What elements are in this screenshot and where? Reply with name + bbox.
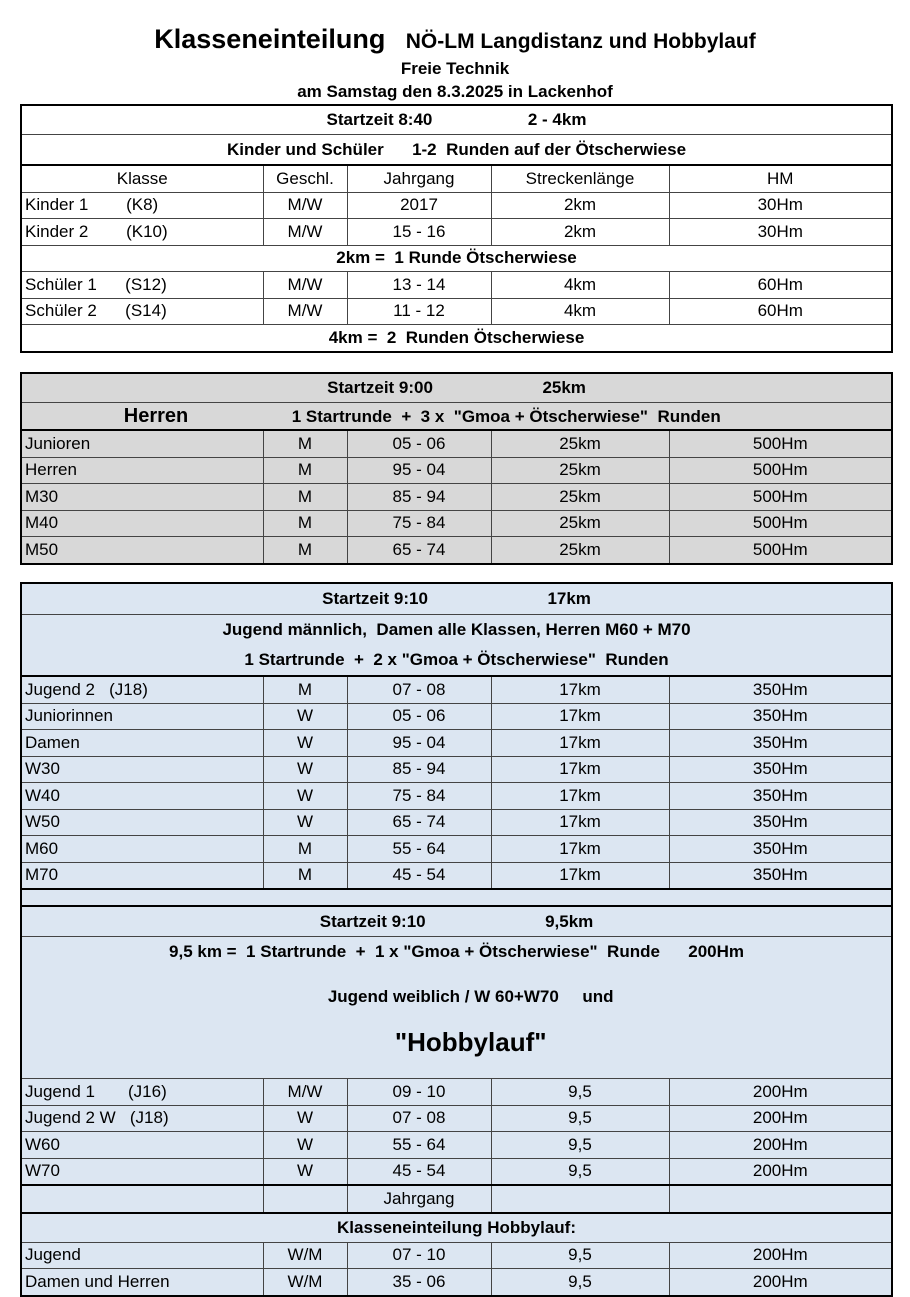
table-row bbox=[21, 1079, 892, 1106]
cell-hm: 350Hm bbox=[669, 703, 892, 730]
table-row bbox=[21, 836, 892, 863]
block1-note-b: 4km = 2 Runden Ötscherwiese bbox=[21, 325, 892, 352]
cell-hm: 200Hm bbox=[669, 1158, 892, 1185]
cell-strecke: 25km bbox=[491, 537, 669, 564]
cell-geschl: M bbox=[263, 836, 347, 863]
cell-hm: 350Hm bbox=[669, 862, 892, 889]
cell-strecke: 2km bbox=[491, 192, 669, 219]
cell-hm: 350Hm bbox=[669, 756, 892, 783]
cell-klasse: Schüler 2 (S14) bbox=[21, 298, 263, 325]
cell-geschl: W bbox=[263, 1158, 347, 1185]
cell-klasse: Herren bbox=[21, 457, 263, 484]
block1-info-row bbox=[21, 135, 892, 166]
cell-strecke: 9,5 bbox=[491, 1269, 669, 1296]
cell-strecke: 9,5 bbox=[491, 1105, 669, 1132]
block-herren-25km bbox=[20, 372, 893, 565]
cell-jahrgang: 09 - 10 bbox=[347, 1079, 491, 1106]
block4-startzeit: Startzeit 9:10 bbox=[319, 911, 426, 931]
cell-hm: 60Hm bbox=[669, 298, 892, 325]
cell-jahrgang: 55 - 64 bbox=[347, 1132, 491, 1159]
cell-jahrgang: 95 - 04 bbox=[347, 730, 491, 757]
cell-geschl: M bbox=[263, 484, 347, 511]
col-header-streckenlaenge: Streckenlänge bbox=[491, 165, 669, 192]
cell-strecke: 17km bbox=[491, 730, 669, 757]
document-subtitle: NÖ-LM Langdistanz und Hobbylauf bbox=[405, 30, 756, 53]
cell-strecke: 4km bbox=[491, 298, 669, 325]
cell-strecke: 25km bbox=[491, 510, 669, 537]
cell-strecke: 17km bbox=[491, 703, 669, 730]
cell-klasse: Jugend 1 (J16) bbox=[21, 1079, 263, 1106]
column-header-row bbox=[21, 165, 892, 192]
cell-klasse: Jugend 2 W (J18) bbox=[21, 1105, 263, 1132]
cell-hm: 500Hm bbox=[669, 510, 892, 537]
cell-jahrgang: 85 - 94 bbox=[347, 756, 491, 783]
cell-klasse: Jugend bbox=[21, 1242, 263, 1269]
cell-strecke: 2km bbox=[491, 219, 669, 246]
col-header-klasse: Klasse bbox=[21, 165, 263, 192]
block2-group: Herren bbox=[123, 404, 189, 427]
table-row bbox=[21, 298, 892, 325]
table-row bbox=[21, 219, 892, 246]
cell-geschl: M bbox=[263, 457, 347, 484]
block-kinder-schueler bbox=[20, 104, 893, 353]
cell-hm: 200Hm bbox=[669, 1105, 892, 1132]
cell-strecke: 17km bbox=[491, 783, 669, 810]
cell-klasse: Damen bbox=[21, 730, 263, 757]
cell-geschl: W bbox=[263, 756, 347, 783]
table-row bbox=[21, 756, 892, 783]
block2-title-row bbox=[21, 373, 892, 403]
table-row bbox=[21, 703, 892, 730]
cell-hm: 350Hm bbox=[669, 730, 892, 757]
block1-info: Kinder und Schüler 1-2 Runden auf der Ötscherwiese bbox=[21, 135, 892, 166]
table-row bbox=[21, 1269, 892, 1296]
cell-hm: 500Hm bbox=[669, 484, 892, 511]
block4-info1: 9,5 km = 1 Startrunde + 1 x "Gmoa + Ötscherwiese" Runde 200Hm bbox=[21, 937, 892, 968]
block3-info2: 1 Startrunde + 2 x "Gmoa + Ötscherwiese" Runden bbox=[21, 645, 892, 676]
cell-jahrgang: 07 - 10 bbox=[347, 1242, 491, 1269]
table-row bbox=[21, 484, 892, 511]
block4-info2-row bbox=[21, 967, 892, 1079]
cell-klasse: M50 bbox=[21, 537, 263, 564]
cell-hm: 200Hm bbox=[669, 1132, 892, 1159]
cell-jahrgang: 07 - 08 bbox=[347, 1105, 491, 1132]
cell-jahrgang: 65 - 74 bbox=[347, 809, 491, 836]
block3-startzeit: Startzeit 9:10 bbox=[322, 589, 428, 608]
table-row bbox=[21, 510, 892, 537]
cell-strecke: 9,5 bbox=[491, 1242, 669, 1269]
cell-hm: 350Hm bbox=[669, 676, 892, 703]
table-row bbox=[21, 676, 892, 703]
block3-title-row bbox=[21, 583, 892, 615]
block1-note-b-row bbox=[21, 325, 892, 352]
cell-jahrgang: 65 - 74 bbox=[347, 537, 491, 564]
cell-hm: 500Hm bbox=[669, 430, 892, 457]
cell-hm: 350Hm bbox=[669, 783, 892, 810]
cell-geschl: M/W bbox=[263, 298, 347, 325]
block3-info1-row bbox=[21, 615, 892, 646]
block2-startzeit: Startzeit 9:00 bbox=[327, 378, 433, 397]
title-line bbox=[0, 24, 910, 55]
cell-klasse: Junioren bbox=[21, 430, 263, 457]
block4-info2: Jugend weiblich / W 60+W70 und bbox=[327, 987, 614, 1006]
cell-strecke: 17km bbox=[491, 756, 669, 783]
cell-strecke: 17km bbox=[491, 809, 669, 836]
cell-jahrgang: 75 - 84 bbox=[347, 510, 491, 537]
block3-distanz: 17km bbox=[547, 589, 591, 608]
cell-hm: 60Hm bbox=[669, 272, 892, 299]
block2-info: 1 Startrunde + 3 x "Gmoa + Ötscherwiese" Runden bbox=[291, 406, 721, 426]
table-row bbox=[21, 272, 892, 299]
block3-info2-row bbox=[21, 645, 892, 676]
table-row bbox=[21, 430, 892, 457]
block1-distanz: 2 - 4km bbox=[527, 110, 587, 129]
cell-strecke: 9,5 bbox=[491, 1158, 669, 1185]
cell-geschl: W bbox=[263, 783, 347, 810]
cell-jahrgang: 13 - 14 bbox=[347, 272, 491, 299]
cell-geschl: M bbox=[263, 430, 347, 457]
technique-line: Freie Technik bbox=[400, 59, 510, 78]
table-row bbox=[21, 1105, 892, 1132]
cell-geschl: M bbox=[263, 676, 347, 703]
cell-geschl: M/W bbox=[263, 1079, 347, 1106]
cell-klasse: W40 bbox=[21, 783, 263, 810]
cell-jahrgang: 85 - 94 bbox=[347, 484, 491, 511]
cell-klasse: M40 bbox=[21, 510, 263, 537]
cell-klasse: Juniorinnen bbox=[21, 703, 263, 730]
cell-jahrgang: 45 - 54 bbox=[347, 1158, 491, 1185]
cell-jahrgang: 15 - 16 bbox=[347, 219, 491, 246]
cell-jahrgang: 95 - 04 bbox=[347, 457, 491, 484]
cell-klasse: M70 bbox=[21, 862, 263, 889]
cell-geschl: W bbox=[263, 1105, 347, 1132]
cell-jahrgang: 35 - 06 bbox=[347, 1269, 491, 1296]
cell-strecke: 9,5 bbox=[491, 1079, 669, 1106]
table-row bbox=[21, 862, 892, 889]
cell-strecke: 4km bbox=[491, 272, 669, 299]
block4-jahrgang-label: Jahrgang bbox=[347, 1185, 491, 1213]
cell-klasse: W50 bbox=[21, 809, 263, 836]
block2-info-row bbox=[21, 403, 892, 431]
cell-hm: 350Hm bbox=[669, 809, 892, 836]
cell-geschl: M/W bbox=[263, 272, 347, 299]
cell-jahrgang: 05 - 06 bbox=[347, 703, 491, 730]
cell-geschl: M/W bbox=[263, 192, 347, 219]
cell-hm: 30Hm bbox=[669, 219, 892, 246]
cell-klasse: W70 bbox=[21, 1158, 263, 1185]
cell-klasse: Damen und Herren bbox=[21, 1269, 263, 1296]
cell-jahrgang: 45 - 54 bbox=[347, 862, 491, 889]
cell-strecke: 17km bbox=[491, 836, 669, 863]
block4-title-row bbox=[21, 906, 892, 937]
cell-geschl: W bbox=[263, 703, 347, 730]
cell-hm: 200Hm bbox=[669, 1242, 892, 1269]
cell-geschl: W bbox=[263, 730, 347, 757]
block4-info1-row bbox=[21, 937, 892, 968]
spacer-row bbox=[21, 889, 892, 906]
cell-klasse: W60 bbox=[21, 1132, 263, 1159]
cell-geschl: M bbox=[263, 510, 347, 537]
cell-klasse: M60 bbox=[21, 836, 263, 863]
col-header-jahrgang: Jahrgang bbox=[347, 165, 491, 192]
table-row bbox=[21, 457, 892, 484]
cell-strecke: 17km bbox=[491, 862, 669, 889]
table-row bbox=[21, 1132, 892, 1159]
cell-klasse: Schüler 1 (S12) bbox=[21, 272, 263, 299]
block1-title-row bbox=[21, 105, 892, 135]
table-row bbox=[21, 809, 892, 836]
table-row bbox=[21, 783, 892, 810]
cell-strecke: 17km bbox=[491, 676, 669, 703]
cell-strecke: 25km bbox=[491, 430, 669, 457]
hobby-title-row bbox=[21, 1213, 892, 1243]
cell-jahrgang: 75 - 84 bbox=[347, 783, 491, 810]
block1-startzeit: Startzeit 8:40 bbox=[326, 110, 433, 129]
cell-hm: 500Hm bbox=[669, 457, 892, 484]
cell-geschl: W/M bbox=[263, 1242, 347, 1269]
block4-jahrgang-label-row bbox=[21, 1185, 892, 1213]
table-row bbox=[21, 192, 892, 219]
hobby-title: Klasseneinteilung Hobbylauf: bbox=[21, 1213, 892, 1243]
table-row bbox=[21, 1158, 892, 1185]
cell-klasse: M30 bbox=[21, 484, 263, 511]
table-row bbox=[21, 730, 892, 757]
cell-geschl: M/W bbox=[263, 219, 347, 246]
block-17km-und-9-5km bbox=[20, 582, 893, 1297]
cell-klasse: Jugend 2 (J18) bbox=[21, 676, 263, 703]
cell-klasse: Kinder 2 (K10) bbox=[21, 219, 263, 246]
cell-geschl: M bbox=[263, 862, 347, 889]
col-header-hm: HM bbox=[669, 165, 892, 192]
block4-distanz: 9,5km bbox=[545, 911, 594, 931]
block2-distanz: 25km bbox=[542, 378, 586, 397]
block3-info1: Jugend männlich, Damen alle Klassen, Herren M60 + M70 bbox=[21, 615, 892, 646]
cell-hm: 30Hm bbox=[669, 192, 892, 219]
block4-hobby: "Hobbylauf" bbox=[394, 1027, 547, 1057]
document-title: Klasseneinteilung bbox=[154, 24, 386, 54]
cell-geschl: W bbox=[263, 809, 347, 836]
cell-jahrgang: 11 - 12 bbox=[347, 298, 491, 325]
cell-jahrgang: 2017 bbox=[347, 192, 491, 219]
cell-jahrgang: 05 - 06 bbox=[347, 430, 491, 457]
cell-geschl: W/M bbox=[263, 1269, 347, 1296]
block1-note-a: 2km = 1 Runde Ötscherwiese bbox=[21, 245, 892, 272]
cell-strecke: 25km bbox=[491, 484, 669, 511]
col-header-geschl: Geschl. bbox=[263, 165, 347, 192]
cell-hm: 350Hm bbox=[669, 836, 892, 863]
cell-strecke: 25km bbox=[491, 457, 669, 484]
cell-hm: 200Hm bbox=[669, 1079, 892, 1106]
cell-hm: 500Hm bbox=[669, 537, 892, 564]
table-row bbox=[21, 537, 892, 564]
cell-jahrgang: 07 - 08 bbox=[347, 676, 491, 703]
cell-jahrgang: 55 - 64 bbox=[347, 836, 491, 863]
cell-klasse: W30 bbox=[21, 756, 263, 783]
date-location-line: am Samstag den 8.3.2025 in Lackenhof bbox=[297, 82, 613, 101]
cell-geschl: M bbox=[263, 537, 347, 564]
cell-hm: 200Hm bbox=[669, 1269, 892, 1296]
cell-geschl: W bbox=[263, 1132, 347, 1159]
cell-strecke: 9,5 bbox=[491, 1132, 669, 1159]
cell-klasse: Kinder 1 (K8) bbox=[21, 192, 263, 219]
table-row bbox=[21, 1242, 892, 1269]
block1-note-a-row bbox=[21, 245, 892, 272]
